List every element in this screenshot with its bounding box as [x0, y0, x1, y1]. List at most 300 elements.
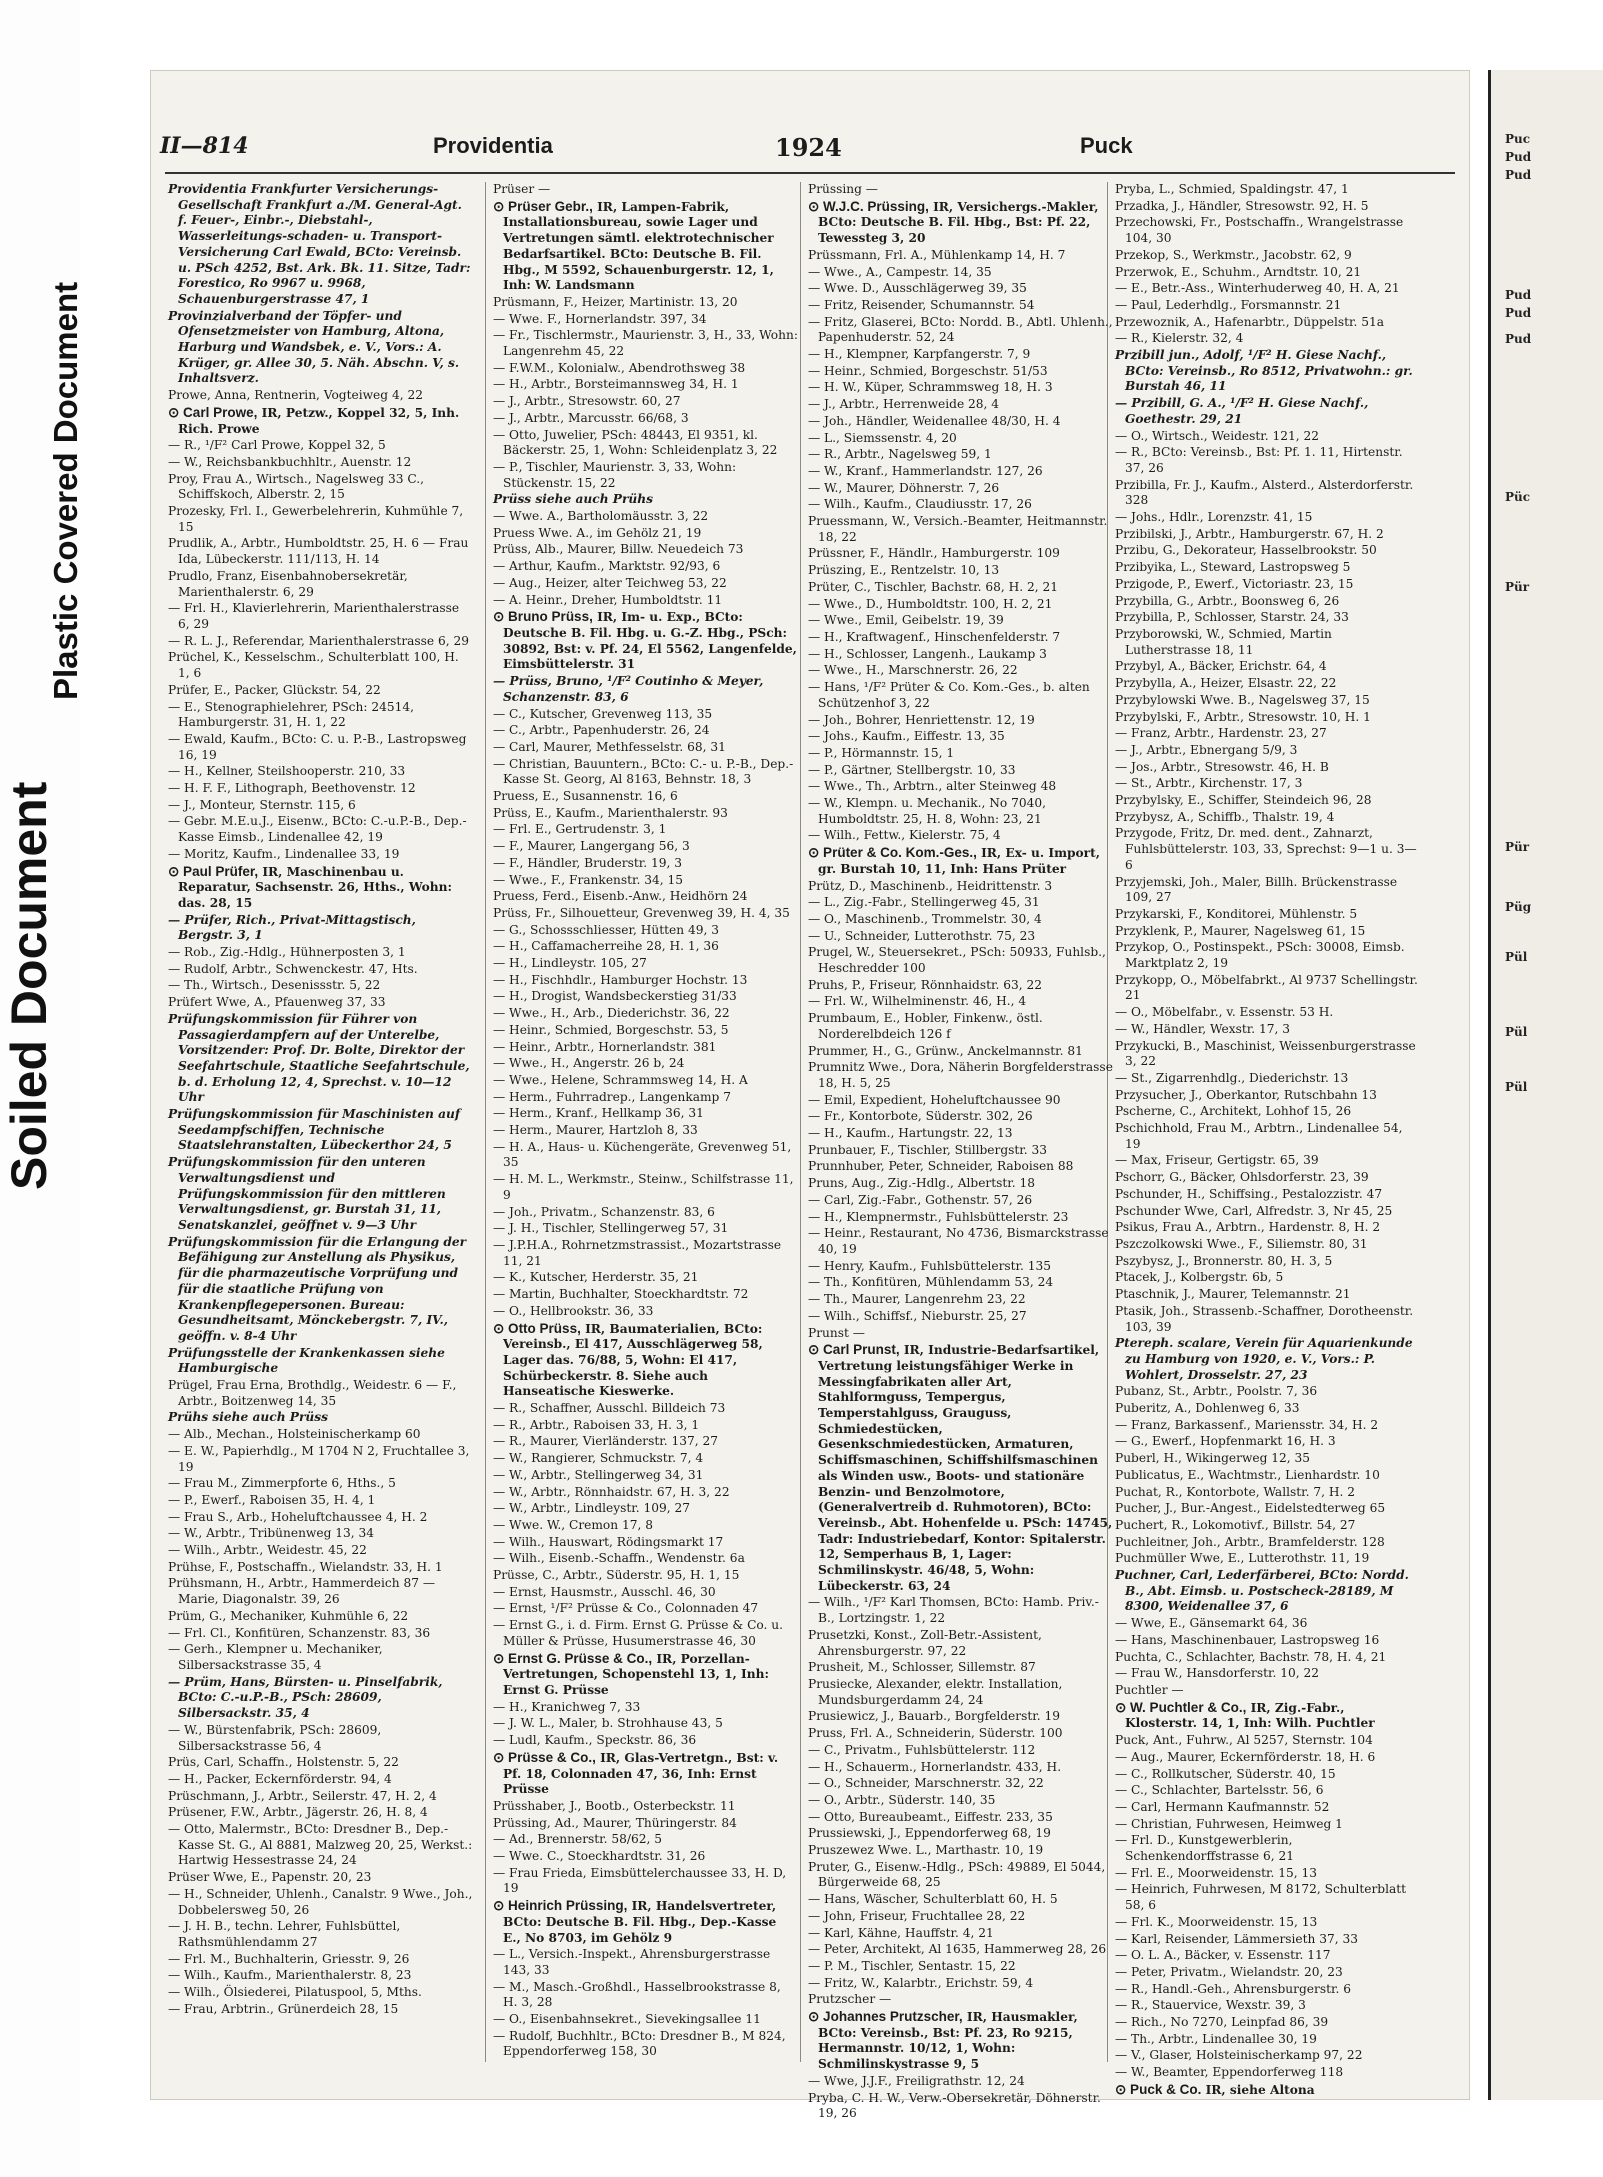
directory-entry: — W., Klempn. u. Mechanik., No 7040, Humboldtstr. 25, H. 8, Wohn: 23, 21: [808, 796, 1046, 826]
directory-entry: Prugel, W., Steuersekret., PSch: 50933, Fuhlsb., Heschredder 100: [808, 945, 1106, 976]
adjacent-page-fragment: Pud: [1505, 288, 1532, 302]
directory-entry: — Ad., Brennerstr. 58/62, 5: [493, 1832, 663, 1847]
directory-entry: — Wwe., D., Humboldtstr. 100, H. 2, 21: [808, 596, 1053, 611]
directory-entry: Puchat, R., Kontorbote, Wallstr. 7, H. 2: [1115, 1484, 1356, 1499]
directory-entry: — Herm., Maurer, Hartzloh 8, 33: [493, 1123, 698, 1138]
directory-entry: Przibu, G., Dekorateur, Hasselbrookstr. 50: [1115, 543, 1377, 558]
directory-entry: — C., Arbtr., Papenhuderstr. 26, 24: [493, 723, 710, 738]
directory-entry: — R., Arbtr., Nagelsweg 59, 1: [808, 447, 992, 462]
directory-entry: Ptereph. scalare, Verein für Aquarienkunde zu Hamburg von 1920, e. V., Vors.: P. Wohlert, Drosselstr. 27, 23: [1115, 1336, 1413, 1382]
entry-details: IR, Zig.-Fabr., Klosterstr. 14, 1, Inh: Wilh. Puchtler: [1125, 1700, 1375, 1731]
directory-entry: Pruszewez Wwe. L., Marthastr. 10, 19: [808, 1843, 1044, 1858]
directory-entry: — St., Zigarrenhdlg., Diederichstr. 13: [1115, 1070, 1349, 1085]
directory-entry: Prüfungskommission für die Erlangung der Befähigung zur Anstellung als Physikus, für die pharmazeutische Vorprüfung und für die staatliche Prüfung von Krankenpflegepersonen. Bureau: Gesundheitsamt, Mönckebergstr. 7, IV., geöffn. v. 8-4 Uhr: [168, 1234, 467, 1343]
directory-entry: — P. M., Tischler, Sentastr. 15, 22: [808, 1958, 1016, 1973]
directory-entry: — W., Arbtr., Lindleystr. 109, 27: [493, 1501, 691, 1516]
directory-entry: — F., Maurer, Langergang 56, 3: [493, 839, 690, 854]
directory-entry: Przewoznik, A., Hafenarbtr., Düppelstr. 51a: [1115, 314, 1385, 329]
directory-entry: — Frau S., Arb., Hoheluftchaussee 4, H. 2: [168, 1509, 428, 1524]
directory-entry: — O., Hellbrookstr. 36, 33: [493, 1303, 654, 1318]
directory-entry: [493, 199, 798, 294]
directory-entry: — P., Hörmannstr. 15, 1: [808, 745, 955, 760]
directory-entry: Prühs siehe auch Prüss: [168, 1410, 328, 1425]
directory-entry: — R., Arbtr., Raboisen 33, H. 3, 1: [493, 1417, 700, 1432]
directory-entry: — Prüm, Hans, Bürsten- u. Pinselfabrik, BCto: C.-u.P.-B., PSch: 28609, Silbersackstr. 35, 4: [168, 1674, 443, 1721]
directory-entry: — Wwe, E., Gänsemarkt 64, 36: [1115, 1616, 1308, 1631]
directory-entry: Prüssing, Ad., Maurer, Thüringerstr. 84: [493, 1815, 737, 1830]
directory-entry: — J., Arbtr., Stresowstr. 60, 27: [493, 394, 681, 409]
adjacent-page-fragment: Pud: [1505, 332, 1532, 346]
directory-entry: Przibilski, J., Arbtr., Hamburgerstr. 67, H. 2: [1115, 526, 1384, 541]
directory-entry: — Otto, Bureaubeamt., Eiffestr. 233, 35: [808, 1809, 1053, 1824]
directory-entry: — Wwe., A., Campestr. 14, 35: [808, 264, 992, 279]
directory-entry: — Wwe. W., Cremon 17, 8: [493, 1517, 653, 1532]
adjacent-page-fragment: Püg: [1505, 900, 1532, 914]
directory-entry: [808, 2009, 1113, 2073]
directory-entry: — Heinr., Schmied, Borgeschstr. 51/53: [808, 363, 1048, 378]
directory-entry: — P., Gärtner, Stellbergstr. 10, 33: [808, 762, 1016, 777]
directory-column-4: [1115, 182, 1420, 2097]
header-rule: [165, 172, 1455, 174]
entry-firm-name: ⊙ Johannes Prutzscher,: [808, 2009, 963, 2025]
directory-entry: — R., Handl.-Geh., Ahrensburgerstr. 6: [1115, 1981, 1351, 1996]
directory-entry: Przekop, S., Werkmstr., Jacobstr. 62, 9: [1115, 247, 1352, 262]
directory-entry: Pryba, C. H. W., Verw.-Obersekretär, Döhnerstr. 19, 26: [808, 2090, 1101, 2121]
directory-entry: Prussiewski, J., Eppendorferweg 68, 19: [808, 1826, 1051, 1841]
directory-entry: Prügel, Frau Erna, Brothdlg., Weidestr. 6 — F., Arbtr., Boitzenweg 14, 35: [168, 1378, 457, 1408]
directory-entry: — Joh., Händler, Weidenallee 48/30, H. 4: [808, 413, 1061, 428]
directory-entry: Prühse, F., Postschaffn., Wielandstr. 33, H. 1: [168, 1559, 443, 1574]
directory-entry: — O., Möbelfabr., v. Essenstr. 53 H.: [1115, 1005, 1334, 1020]
entry-firm-name: ⊙ Ernst G. Prüsse & Co.,: [493, 1650, 653, 1666]
directory-column-2: [493, 182, 798, 2062]
directory-entry: Prüm, G., Mechaniker, Kuhmühle 6, 22: [168, 1608, 409, 1623]
entry-firm-name: ⊙ Prüter & Co. Kom.-Ges.,: [808, 845, 977, 861]
directory-entry: — Gebr. M.E.u.J., Eisenw., BCto: C.-u.P.-B., Dep.-Kasse Eimsb., Lindenallee 42, 19: [168, 814, 467, 845]
directory-entry: — H., Packer, Eckernförderstr. 94, 4: [168, 1771, 392, 1786]
directory-entry: Ptasik, Joh., Strassenb.-Schaffner, Dorotheenstr. 103, 39: [1115, 1303, 1414, 1334]
directory-entry: Przybilla, P., Schlosser, Starstr. 24, 33: [1115, 610, 1349, 625]
entry-firm-name: ⊙ Otto Prüss,: [493, 1320, 581, 1336]
directory-entry: — H. A., Haus- u. Küchengeräte, Grevenweg 51, 35: [493, 1139, 792, 1170]
directory-entry: — R., BCto: Vereinsb., Bst: Pf. 1. 11, Hirtenstr. 37, 26: [1115, 445, 1403, 475]
directory-entry: — Jos., Arbtr., Stresowstr. 46, H. B: [1115, 759, 1329, 774]
directory-entry: — Frau W., Hansdorferstr. 10, 22: [1115, 1666, 1320, 1681]
directory-entry: — Fritz, Glaserei, BCto: Nordd. B., Abtl. Uhlenh., Papenhuderstr. 52, 24: [808, 314, 1113, 345]
directory-entry: — C., Rollkutscher, Süderstr. 40, 15: [1115, 1766, 1336, 1781]
directory-entry: Prüschmann, J., Arbtr., Seilerstr. 47, H. 2, 4: [168, 1788, 437, 1803]
directory-entry: — Wwe. F., Hornerlandstr. 397, 34: [493, 311, 707, 326]
directory-entry: Puck, Ant., Fuhrw., Al 5257, Sternstr. 104: [1115, 1733, 1373, 1748]
directory-entry: — F., Händler, Bruderstr. 19, 3: [493, 855, 682, 870]
directory-entry: — Emil, Expedient, Hoheluftchaussee 90: [808, 1092, 1061, 1107]
directory-entry: — Th., Arbtr., Lindenallee 30, 19: [1115, 2031, 1317, 2046]
directory-entry: Przykop, O., Postinspekt., PSch: 30008, Eimsb. Marktplatz 2, 19: [1115, 940, 1405, 971]
directory-entry: — J. W. L., Maler, b. Strohhause 43, 5: [493, 1716, 723, 1731]
directory-entry: Przybyl, A., Bäcker, Erichstr. 64, 4: [1115, 659, 1327, 674]
entry-firm-name: ⊙ Prüsse & Co.,: [493, 1749, 596, 1765]
directory-entry: Prüssmann, Frl. A., Mühlenkamp 14, H. 7: [808, 247, 1066, 262]
directory-entry: — J. H., Tischler, Stellingerweg 57, 31: [493, 1221, 729, 1236]
directory-entry: Psikus, Frau A., Arbtrn., Hardenstr. 8, H. 2: [1115, 1220, 1381, 1235]
directory-entry: — Moritz, Kaufm., Lindenallee 33, 19: [168, 846, 400, 861]
directory-entry: — J., Arbtr., Ebnergang 5/9, 3: [1115, 742, 1298, 757]
directory-entry: — W., Reichsbankbuchhltr., Auenstr. 12: [168, 454, 412, 469]
directory-entry: Pruss, Frl. A., Schneiderin, Süderstr. 100: [808, 1726, 1063, 1741]
directory-entry: — Joh., Privatm., Schanzenstr. 83, 6: [493, 1204, 715, 1219]
entry-firm-name: ⊙ Puck & Co.: [1115, 2081, 1202, 2097]
entry-firm-name: ⊙ Bruno Prüss,: [493, 609, 593, 625]
adjacent-page-fragment: Puc: [1505, 132, 1531, 146]
directory-entry: Pschorr, G., Bäcker, Ohlsdorferstr. 23, 39: [1115, 1170, 1369, 1185]
directory-entry: — O., Maschinenb., Trommelstr. 30, 4: [808, 911, 1042, 926]
directory-entry: Prüter, C., Tischler, Bachstr. 68, H. 2, 21: [808, 579, 1058, 594]
directory-entry: Prütz, D., Maschinenb., Heidrittenstr. 3: [808, 878, 1053, 893]
directory-entry: — R. L. J., Referendar, Marienthalerstrasse 6, 29: [168, 633, 470, 648]
directory-entry: — Wwe., Emil, Geibelstr. 19, 39: [808, 613, 1004, 628]
directory-entry: Przibyika, L., Steward, Lastropsweg 5: [1115, 560, 1351, 575]
entry-details: IR, Petzw., Koppel 32, 5, Inh. Rich. Prowe: [178, 405, 460, 436]
directory-entry: Providentia Frankfurter Versicherungs-Gesellschaft Frankfurt a./M. General-Agt. f. Feuer-, Einbr.-, Diebstahl-, Wasserleitungs-schaden- u. Transport-Versicherung Carl Ewald, BCto: Vereinsb. u. PSch 4252, Bst. Ark. Bk. 11. Sitze, Tadr: Forestico, Ro 9967 u. 9968, Schauenburgerstrasse 47, 1: [168, 182, 471, 306]
directory-entry: — Fr., Tischlermstr., Maurienstr. 3, H., 33, Wohn: Langenrehm 45, 22: [493, 328, 798, 359]
adjacent-page-fragment: Pür: [1505, 580, 1530, 594]
directory-entry: — Wilh., Ölsiederei, Pilatuspool, 5, Mths.: [168, 1985, 422, 2000]
directory-entry: — Peter, Privatm., Wielandstr. 20, 23: [1115, 1964, 1343, 1979]
entry-firm-name: ⊙ Prüser Gebr.,: [493, 198, 593, 214]
directory-entry: — Wwe., H., Angerstr. 26 b, 24: [493, 1056, 685, 1071]
directory-entry: Prüssner, F., Händlr., Hamburgerstr. 109: [808, 546, 1060, 561]
directory-entry: [1115, 2082, 1420, 2099]
page-header: [150, 133, 1460, 173]
directory-entry: — E., Betr.-Ass., Winterhuderweg 40, H. A, 21: [1115, 281, 1400, 296]
directory-entry: Prüfert Wwe, A., Pfauenweg 37, 33: [168, 995, 386, 1010]
directory-entry: Prozesky, Frl. I., Gewerbelehrerin, Kuhmühle 7, 15: [168, 504, 464, 534]
adjacent-page-fragment: Püc: [1505, 490, 1531, 504]
directory-entry: — H., Lindleystr. 105, 27: [493, 956, 647, 971]
directory-entry: — Ernst G., i. d. Firm. Ernst G. Prüsse & Co. u. Müller & Prüsse, Husumerstrasse 46, 30: [493, 1618, 784, 1648]
entry-details: IR, Handelsvertreter, BCto: Deutsche B. Fil. Hbg., Dep.-Kasse E., No 8703, im Gehölz 9: [503, 1899, 777, 1945]
directory-entry: Przybylowski Wwe. B., Nagelsweg 37, 15: [1115, 692, 1370, 707]
directory-entry: — G., Schossschliesser, Hütten 49, 3: [493, 922, 719, 937]
entry-details: IR, Im- u. Exp., BCto: Deutsche B. Fil. Hbg. u. G.-Z. Hbg., PSch: 30892, Bst: v. Pf. 24, El 5562, Langenfelde, Eimsbüttelerstr. 31: [503, 610, 797, 672]
directory-entry: — L., Siemssenstr. 4, 20: [808, 430, 957, 445]
directory-entry: — Frl. W., Wilhelminenstr. 46, H., 4: [808, 994, 1027, 1009]
directory-entry: Prüss siehe auch Prühs: [493, 492, 653, 507]
directory-entry: Prusiewicz, J., Bauarb., Borgfelderstr. 19: [808, 1709, 1060, 1724]
directory-entry: Prüssing —: [808, 182, 878, 196]
directory-entry: — Henry, Kaufm., Fuhlsbüttelerstr. 135: [808, 1258, 1052, 1273]
directory-entry: Puchner, Carl, Lederfärberei, BCto: Nordd. B., Abt. Eimsb. u. Postscheck-28189, M 8300, Weidenallee 37, 6: [1115, 1568, 1409, 1614]
directory-entry: Publicatus, E., Wachtmstr., Lienhardstr. 10: [1115, 1467, 1380, 1482]
directory-entry: — Ludl, Kaufm., Speckstr. 86, 36: [493, 1733, 697, 1748]
adjacent-page-fragment: Pül: [1505, 1025, 1528, 1039]
directory-entry: — Th., Maurer, Langenrehm 23, 22: [808, 1292, 1026, 1307]
entry-details: IR, Maschinenbau u. Reparatur, Sachsenstr. 26, Hths., Wohn: das. 28, 15: [178, 864, 452, 910]
directory-entry: — G., Ewerf., Hopfenmarkt 16, H. 3: [1115, 1434, 1336, 1449]
directory-entry: — E. W., Papierhdlg., M 1704 N 2, Fruchtallee 3, 19: [168, 1443, 470, 1474]
directory-entry: — Frl. M., Buchhalterin, Griesstr. 9, 26: [168, 1951, 410, 1966]
directory-entry: — Wwe., H., Arb., Diederichstr. 36, 22: [493, 1006, 730, 1021]
directory-entry: Pucher, J., Bur.-Angest., Eidelstedterweg 65: [1115, 1501, 1386, 1516]
column-divider: [800, 182, 801, 2062]
directory-entry: — Christian, Fuhrwesen, Heimweg 1: [1115, 1816, 1343, 1831]
directory-entry: — W., Maurer, Döhnerstr. 7, 26: [808, 480, 1000, 495]
directory-entry: — O., Schneider, Marschnerstr. 32, 22: [808, 1776, 1044, 1791]
entry-details: IR, siehe Altona: [1205, 2082, 1315, 2097]
directory-entry: — O., Arbtr., Süderstr. 140, 35: [808, 1792, 996, 1807]
directory-entry: Przadka, J., Händler, Stresowstr. 92, H. 5: [1115, 198, 1369, 213]
directory-entry: — V., Glaser, Holsteinischerkamp 97, 22: [1115, 2048, 1363, 2063]
directory-entry: Prusiecke, Alexander, elektr. Installation, Mundsburgerdamm 24, 24: [808, 1676, 1063, 1707]
directory-entry: — Otto, Juwelier, PSch: 48443, El 9351, kl. Bäckerstr. 25, 1, Wohn: Schleidenplatz 3, 22: [493, 427, 778, 458]
directory-entry: — W., Kranf., Hammerlandstr. 127, 26: [808, 463, 1043, 478]
directory-entry: — Karl, Kähne, Hauffstr. 4, 21: [808, 1925, 994, 1940]
directory-entry: — Carl, Maurer, Methfesselstr. 68, 31: [493, 739, 726, 754]
directory-entry: Puchtler —: [1115, 1682, 1184, 1697]
directory-entry: Prunst —: [808, 1325, 865, 1340]
directory-entry: — Wwe. C., Stoeckhardtstr. 31, 26: [493, 1849, 706, 1864]
directory-entry: — Wilh., Schiffsf., Nieburstr. 25, 27: [808, 1308, 1027, 1323]
directory-entry: Prüfer, E., Packer, Glückstr. 54, 22: [168, 682, 381, 697]
directory-entry: — Hans, Maschinenbauer, Lastropsweg 16: [1115, 1632, 1380, 1647]
directory-entry: [1115, 1700, 1420, 1732]
directory-entry: Prüsmann, F., Heizer, Martinistr. 13, 20: [493, 294, 738, 309]
directory-entry: Prüfungsstelle der Krankenkassen siehe Hamburgische: [168, 1345, 445, 1376]
entry-firm-name: ⊙ Heinrich Prüssing,: [493, 1898, 628, 1914]
directory-entry: — W., Händler, Wexstr. 17, 3: [1115, 1021, 1290, 1036]
directory-entry: — Rob., Zig.-Hdlg., Hühnerposten 3, 1: [168, 945, 406, 960]
directory-entry: — Aug., Heizer, alter Teichweg 53, 22: [493, 575, 727, 590]
directory-entry: — Otto, Malermstr., BCto: Dresdner B., Dep.-Kasse St. G., Al 8881, Malzweg 20, 25, Werkst.: Hartwig Hessestrasse 24, 24: [168, 1822, 473, 1868]
directory-entry: [168, 864, 473, 912]
soiled-document-label: Soiled Document: [1, 781, 57, 1190]
directory-entry: — P., Tischler, Maurienstr. 3, 33, Wohn: Stückenstr. 15, 22: [493, 459, 737, 490]
directory-entry: Przykopp, O., Möbelfabrkt., Al 9737 Schellingstr. 21: [1115, 972, 1418, 1003]
directory-entry: — Ernst, Hausmstr., Ausschl. 46, 30: [493, 1584, 716, 1599]
entry-details: IR, Versichergs.-Makler, BCto: Deutsche B. Fil. Hbg., Bst: Pf. 22, Tewessteg 3, 20: [818, 199, 1099, 246]
directory-entry: Pschichhold, Frau M., Arbtrn., Lindenallee 54, 19: [1115, 1121, 1403, 1151]
directory-entry: [493, 609, 798, 673]
directory-entry: — Wwe., H., Marschnerstr. 26, 22: [808, 663, 1018, 678]
directory-entry: — Fritz, W., Kalarbtr., Erichstr. 59, 4: [808, 1975, 1034, 1990]
adjacent-page-edge: [1488, 70, 1603, 2100]
directory-entry: — Wilh., ¹/F² Karl Thomsen, BCto: Hamb. Priv.-B., Lortzingstr. 1, 22: [808, 1595, 1099, 1626]
directory-entry: [808, 199, 1113, 247]
directory-entry: — Fr., Kontorbote, Süderstr. 302, 26: [808, 1109, 1033, 1124]
directory-entry: Przyborowski, W., Schmied, Martin Lutherstrasse 18, 11: [1115, 626, 1332, 657]
directory-entry: — Wilh., Kaufm., Marienthalerstr. 8, 23: [168, 1968, 412, 1983]
directory-entry: — A. Heinr., Dreher, Humboldtstr. 11: [493, 592, 723, 607]
directory-entry: Pubanz, St., Arbtr., Poolstr. 7, 36: [1115, 1384, 1318, 1399]
directory-entry: — Heinr., Arbtr., Hornerlandstr. 381: [493, 1039, 717, 1054]
directory-entry: — J. H. B., techn. Lehrer, Fuhlsbüttel, Rathsmühlendamm 27: [168, 1919, 401, 1949]
adjacent-page-fragment: Pür: [1505, 840, 1530, 854]
directory-entry: — Herm., Fuhrradrep., Langenkamp 7: [493, 1089, 731, 1104]
directory-entry: Prutzscher —: [808, 1992, 892, 2007]
directory-entry: — Joh., Bohrer, Henriettenstr. 12, 19: [808, 712, 1035, 727]
directory-entry: Przybilla, G., Arbtr., Boonsweg 6, 26: [1115, 593, 1340, 608]
plastic-covered-label: Plastic Covered Document: [47, 281, 84, 700]
directory-entry: Przerwok, E., Schuhm., Arndtstr. 10, 21: [1115, 264, 1362, 279]
running-end: Puck: [1080, 133, 1133, 158]
directory-entry: — Ernst, ¹/F² Prüsse & Co., Colonnaden 47: [493, 1601, 759, 1616]
directory-entry: Przybylsky, E., Schiffer, Steindeich 96, 28: [1115, 793, 1372, 808]
directory-entry: Prusheit, M., Schlosser, Sillemstr. 87: [808, 1660, 1036, 1675]
directory-entry: — K., Kutscher, Herderstr. 35, 21: [493, 1270, 699, 1285]
directory-column-3: [808, 182, 1113, 2121]
directory-entry: — Rich., No 7270, Leinpfad 86, 39: [1115, 2015, 1329, 2030]
entry-firm-name: ⊙ Paul Prüfer,: [168, 863, 259, 879]
directory-entry: Pruter, G., Eisenw.-Hdlg., PSch: 49889, El 5044, Bürgerweide 68, 25: [808, 1859, 1106, 1890]
directory-entry: — Frl. E., Gertrudenstr. 3, 1: [493, 822, 667, 837]
directory-entry: — H., Fischhdlr., Hamburger Hochstr. 13: [493, 972, 748, 987]
directory-entry: Pschunder, H., Schiffsing., Pestalozzistr. 47: [1115, 1186, 1383, 1201]
entry-details: IR, Glas-Vertretgn., Bst: v. Pf. 18, Colonnaden 47, 36, Inh: Ernst Prüsse: [503, 1750, 779, 1797]
directory-entry: — C., Kutscher, Grevenweg 113, 35: [493, 706, 713, 721]
directory-entry: — Przibill, G. A., ¹/F² H. Giese Nachf., Goethestr. 29, 21: [1115, 396, 1369, 426]
directory-entry: — H., Schneider, Uhlenh., Canalstr. 9 Wwe., Joh., Dobbelersweg 50, 26: [168, 1886, 473, 1917]
directory-entry: — H. M. L., Werkmstr., Steinw., Schilfstrasse 11, 9: [493, 1172, 794, 1202]
directory-entry: — Wilh., Fettw., Kielerstr. 75, 4: [808, 828, 1001, 843]
directory-entry: — Herm., Kranf., Hellkamp 36, 31: [493, 1106, 704, 1121]
directory-entry: Prunnhuber, Peter, Schneider, Raboisen 88: [808, 1159, 1074, 1174]
directory-entry: — R., Schaffner, Ausschl. Billdeich 73: [493, 1401, 726, 1416]
directory-entry: Prüfungskommission für Führer von Passagierdampfern auf der Unterelbe, Vorsitzender: Prof. Dr. Bolte, Direktor der Seefahrtschule, Staatliche Seefahrtschule, b. d. Erholung 12, 4, Sprechst. v. 10—12 Uhr: [168, 1011, 470, 1105]
directory-entry: — Aug., Maurer, Eckernförderstr. 18, H. 6: [1115, 1749, 1376, 1764]
directory-entry: Provinzialverband der Töpfer- und Ofensetzmeister von Hamburg, Altona, Harburg und Wandsbek, e. V., Vors.: A. Krüger, gr. Allee 30, 5. Näh. Abschn. V, s. Inhaltsverz.: [168, 308, 460, 386]
entry-details: IR, Lampen-Fabrik, Installationsbureau, sowie Lager und Vertretungen sämtl. elektrotechnischer Bedarfsartikel. BCto: Deutsche B. Fil. Hbg., M 5592, Schauenburgerstr. 12, 1, Inh: W. Landsmann: [503, 199, 774, 293]
entry-firm-name: ⊙ Carl Prunst,: [808, 1342, 900, 1358]
directory-entry: Prüss, Alb., Maurer, Billw. Neuedeich 73: [493, 542, 744, 557]
directory-entry: — John, Friseur, Fruchtallee 28, 22: [808, 1908, 1026, 1923]
directory-entry: — E., Stenographielehrer, PSch: 24514, Hamburgerstr. 31, H. 1, 22: [168, 699, 414, 730]
directory-entry: — H., Kraftwagenf., Hinschenfelderstr. 7: [808, 629, 1061, 644]
directory-entry: — J., Monteur, Sternstr. 115, 6: [168, 797, 356, 812]
directory-entry: Prüszing, E., Rentzelstr. 10, 13: [808, 563, 1000, 578]
directory-entry: — Wilh., Arbtr., Weidestr. 45, 22: [168, 1543, 367, 1558]
directory-entry: Prummer, H., G., Grünw., Anckelmannstr. 81: [808, 1043, 1083, 1058]
directory-entry: Prunbauer, F., Tischler, Stillbergstr. 33: [808, 1142, 1048, 1157]
directory-entry: Prowe, Anna, Rentnerin, Vogteiweg 4, 22: [168, 388, 423, 403]
directory-entry: — M., Masch.-Großhdl., Hasselbrookstrasse 8, H. 3, 28: [493, 1979, 781, 2010]
directory-entry: — Franz, Barkassenf., Mariensstr. 34, H. 2: [1115, 1417, 1379, 1432]
directory-entry: — Wwe. D., Ausschlägerweg 39, 35: [808, 281, 1027, 296]
directory-entry: Prüsener, F.W., Arbtr., Jägerstr. 26, H. 8, 4: [168, 1805, 428, 1820]
directory-entry: — Heinr., Schmied, Borgeschstr. 53, 5: [493, 1022, 729, 1037]
directory-entry: — Rudolf, Arbtr., Schwenckestr. 47, Hts.: [168, 961, 418, 976]
directory-entry: — Rudolf, Buchhltr., BCto: Dresdner B., M 824, Eppendorferweg 158, 30: [493, 2028, 786, 2059]
entry-firm-name: ⊙ W. Puchtler & Co.,: [1115, 1699, 1247, 1715]
directory-entry: Przybylski, F., Arbtr., Stresowstr. 10, H. 1: [1115, 709, 1371, 724]
directory-entry: Prüser —: [493, 182, 551, 196]
directory-entry: — U., Schneider, Lutterothstr. 75, 23: [808, 928, 1036, 943]
directory-entry: Prüsshaber, J., Bootb., Osterbeckstr. 11: [493, 1798, 736, 1813]
adjacent-page-fragment: Pud: [1505, 150, 1532, 164]
entry-details: IR, Ex- u. Import, gr. Burstah 10, 11, Inh: Hans Prüter: [818, 846, 1100, 876]
directory-entry: — O., Wirtsch., Weidestr. 121, 22: [1115, 428, 1320, 443]
directory-entry: Pruess, E., Susannenstr. 16, 6: [493, 789, 678, 804]
directory-entry: — H., Drogist, Wandsbeckerstieg 31/33: [493, 989, 737, 1004]
directory-entry: — Frl. D., Kunstgewerblerin, Schenkendorffstrasse 6, 21: [1115, 1833, 1295, 1864]
directory-entry: — Arthur, Kaufm., Marktstr. 92/93, 6: [493, 559, 721, 574]
directory-entry: Przechowski, Fr., Postschaffn., Wrangelstrasse 104, 30: [1115, 215, 1404, 246]
adjacent-page-fragment: Pül: [1505, 1080, 1528, 1094]
directory-entry: — H., Kranichweg 7, 33: [493, 1699, 641, 1714]
year: 1924: [775, 133, 842, 162]
directory-column-1: [168, 182, 473, 2062]
directory-entry: — H., Klempner, Karpfangerstr. 7, 9: [808, 347, 1031, 362]
entry-details: IR, Baumaterialien, BCto: Vereinsb., El 417, Ausschlägerweg 58, Lager das. 76/88, 5, Wohn: El 417, Schürbeckerstr. 8. Siehe auch Hanseatische Kieswerke.: [503, 1321, 763, 1399]
directory-entry: [808, 845, 1113, 877]
directory-entry: — H., Caffamacherreihe 28, H. 1, 36: [493, 939, 719, 954]
directory-entry: — Frl. E., Moorweidenstr. 15, 13: [1115, 1865, 1318, 1880]
column-divider: [485, 182, 486, 2062]
directory-entry: Przigode, P., Ewerf., Victoriastr. 23, 15: [1115, 576, 1354, 591]
directory-entry: — Gerh., Klempner u. Mechaniker, Silbersackstrasse 35, 4: [168, 1642, 383, 1672]
directory-entry: Puchta, C., Schlachter, Bachstr. 78, H. 4, 21: [1115, 1649, 1387, 1664]
entry-details: IR, Industrie-Bedarfsartikel, Vertretung leistungsfähiger Werke in Messingfabrikaten aller Art, Stahlformguss, Tempergus, Temperstahlguss, Grauguss, Schmiedestücken, Gesenkschmiedestücken, Armaturen, Schiffsmaschinen, Schiffshilfsmaschinen als Winden usw., Boots- und stationäre Benzin- und Benzolmotore, (Generalvertreib d. Ruhmotoren), BCto: Vereinsb., Abt. Hohenfelde u. PSch: 14745, Tadr: Industriebedarf, Kontor: Spitalerstr. 12, Semperhaus B, 1, Lager: Schmilinskystr. 46/48, 5, Wohn: Lübeckerstr. 63, 24: [818, 1343, 1113, 1593]
directory-entry: Pruhs, P., Friseur, Rönnhaidstr. 63, 22: [808, 977, 1042, 992]
directory-entry: Prumbaum, E., Hobler, Finkenw., östl. Norderelbdeich 126 f: [808, 1011, 1043, 1041]
directory-entry: [493, 1321, 798, 1401]
directory-entry: — Wilh., Kaufm., Claudiusstr. 17, 26: [808, 497, 1032, 512]
directory-entry: — J.P.H.A., Rohrnetzmstrassist., Mozartstrasse 11, 21: [493, 1238, 782, 1268]
directory-entry: Ptacek, J., Kolbergstr. 6b, 5: [1115, 1270, 1284, 1285]
directory-entry: — L., Zig.-Fabr., Stellingerweg 45, 31: [808, 895, 1040, 910]
adjacent-page-fragment: Pud: [1505, 168, 1532, 182]
adjacent-page-fragment: Pül: [1505, 950, 1528, 964]
directory-entry: Prumnitz Wwe., Dora, Näherin Borgfelderstrasse 18, H. 5, 25: [808, 1060, 1113, 1090]
directory-entry: — Frau Frieda, Eimsbüttelerchaussee 33, H. D, 19: [493, 1865, 787, 1896]
directory-entry: — Karl, Reisender, Lämmersieth 37, 33: [1115, 1931, 1359, 1946]
directory-entry: Przysucher, J., Oberkantor, Rutschbahn 13: [1115, 1087, 1377, 1102]
directory-entry: — Martin, Buchhalter, Stoeckhardtstr. 72: [493, 1287, 749, 1302]
directory-entry: Przibilla, Fr. J., Kaufm., Alsterd., Alsterdorferstr. 328: [1115, 477, 1414, 508]
directory-entry: Prudlik, A., Arbtr., Humboldtstr. 25, H. 6 — Frau Ida, Lübeckerstr. 111/113, H. 14: [168, 536, 469, 567]
directory-entry: Prudlo, Franz, Eisenbahnobersekretär, Marienthalerstr. 6, 29: [168, 568, 408, 599]
directory-entry: — Max, Friseur, Gertigstr. 65, 39: [1115, 1153, 1319, 1168]
directory-entry: Prüsse, C., Arbtr., Süderstr. 95, H. 1, 15: [493, 1568, 740, 1583]
directory-entry: — R., ¹/F² Carl Prowe, Koppel 32, 5: [168, 438, 386, 453]
directory-entry: — Wwe, J.J.F., Freiligrathstr. 12, 24: [808, 2073, 1025, 2088]
directory-entry: Prühsmann, H., Arbtr., Hammerdeich 87 — Marie, Diagonalstr. 39, 26: [168, 1576, 436, 1607]
directory-entry: — Johs., Hdlr., Lorenzstr. 41, 15: [1115, 510, 1313, 525]
directory-entry: — Paul, Lederhdlg., Forsmannstr. 21: [1115, 297, 1342, 312]
directory-entry: — W., Arbtr., Rönnhaidstr. 67, H. 3, 22: [493, 1484, 730, 1499]
directory-entry: — Franz, Arbtr., Hardenstr. 23, 27: [1115, 726, 1327, 741]
directory-entry: Przybylla, A., Heizer, Elsastr. 22, 22: [1115, 676, 1337, 691]
directory-entry: Prüfungskommission für Maschinisten auf Seedampfschiffen, Technische Staatslehranstalten, Lübeckerthor 24, 5: [168, 1107, 461, 1153]
directory-entry: — Hans, Wäscher, Schulterblatt 60, H. 5: [808, 1892, 1058, 1907]
page-number: II—814: [160, 133, 249, 159]
directory-entry: — H., Arbtr., Borsteimannsweg 34, H. 1: [493, 377, 739, 392]
directory-entry: — H., Schauerm., Hornerlandstr. 433, H.: [808, 1759, 1062, 1774]
directory-entry: Przybysz, A., Schiffb., Thalstr. 19, 4: [1115, 809, 1335, 824]
directory-entry: — Frl. Cl., Konfitüren, Schanzenstr. 83, 36: [168, 1625, 431, 1640]
directory-entry: — Prüss, Bruno, ¹/F² Coutinho & Meyer, Schanzenstr. 83, 6: [493, 674, 764, 704]
directory-entry: [168, 405, 473, 437]
directory-entry: Ptaschnik, J., Maurer, Telemannstr. 21: [1115, 1287, 1351, 1302]
directory-entry: — H. W., Küper, Schrammsweg 18, H. 3: [808, 380, 1053, 395]
directory-entry: — Johs., Kaufm., Eiffestr. 13, 35: [808, 729, 1005, 744]
directory-entry: — Heinr., Restaurant, No 4736, Bismarckstrasse 40, 19: [808, 1226, 1109, 1256]
directory-entry: Pszczolkowski Wwe., F., Siliemstr. 80, 31: [1115, 1237, 1368, 1251]
directory-entry: Prüss, Fr., Silhouetteur, Grevenweg 39, H. 4, 35: [493, 905, 790, 920]
directory-entry: — H., Kellner, Steilshooperstr. 210, 33: [168, 764, 406, 779]
directory-entry: — Heinrich, Fuhrwesen, M 8172, Schulterblatt 58, 6: [1115, 1882, 1407, 1913]
directory-entry: — H., Schlosser, Langenh., Laukamp 3: [808, 646, 1047, 661]
directory-entry: — W., Beamter, Eppendorferweg 118: [1115, 2065, 1344, 2080]
